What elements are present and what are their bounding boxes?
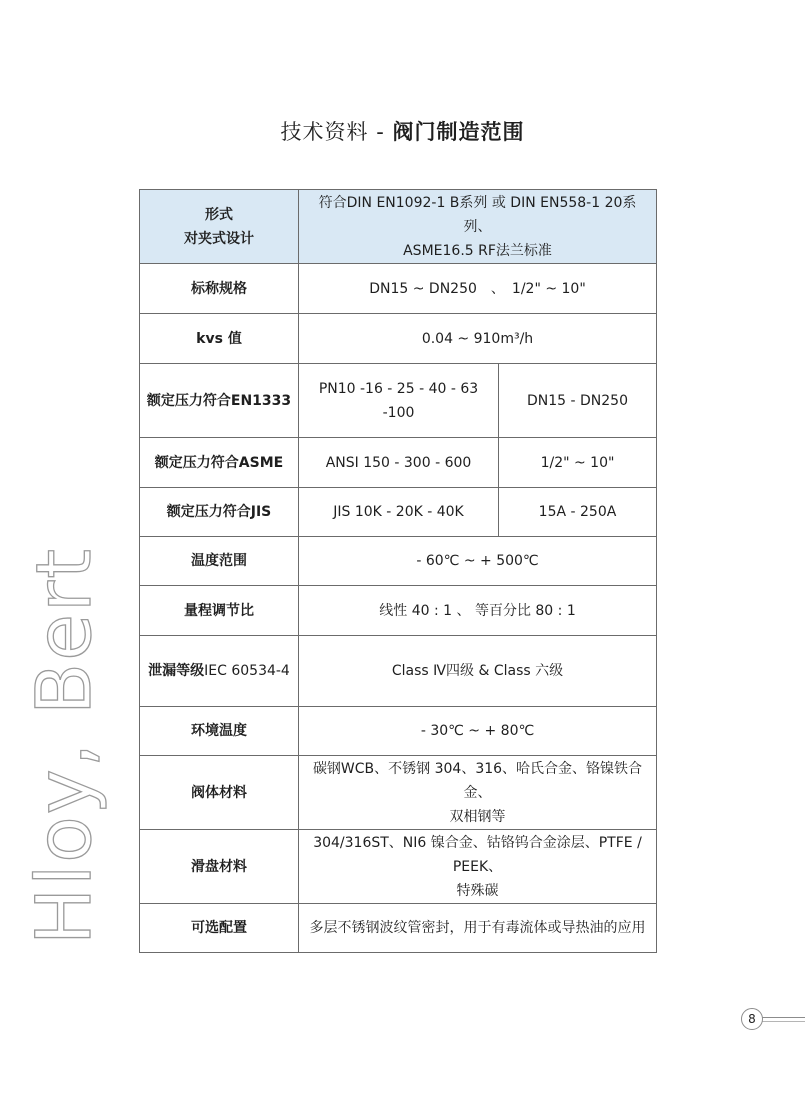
disc-material-value xyxy=(299,830,657,904)
table-row-disc-material xyxy=(140,830,657,904)
table-row-leak xyxy=(140,636,657,707)
temp-value: - 60℃ ~ + 500℃ xyxy=(299,537,657,586)
kvs-label: kvs 值 xyxy=(140,314,299,364)
range-label: 量程调节比 xyxy=(140,586,299,636)
leak-label xyxy=(140,636,299,707)
env-value: - 30℃ ~ + 80℃ xyxy=(299,707,657,756)
body-material-line1: 碳钢WCB、不锈钢 304、316、哈氏合金、铬镍铁合金、 xyxy=(312,760,643,801)
page-number-line xyxy=(762,1017,805,1018)
body-material-line2: 双相钢等 xyxy=(449,808,506,825)
header-label-line1: 形式 xyxy=(205,206,233,223)
jis-value-1: JIS 10K - 20K - 40K xyxy=(299,488,499,537)
header-value xyxy=(299,190,657,264)
table-row-asme xyxy=(140,438,657,488)
size-value: DN15 ~ DN250 、 1/2" ~ 10" xyxy=(299,264,657,314)
disc-material-label: 滑盘材料 xyxy=(140,830,299,904)
header-value-line2: ASME16.5 RF法兰标准 xyxy=(403,242,552,259)
option-value: 多层不锈钢波纹管密封，用于有毒流体或导热油的应用 xyxy=(299,904,657,953)
range-value: 线性 40 : 1 、 等百分比 80 : 1 xyxy=(299,586,657,636)
table-row-env xyxy=(140,707,657,756)
table-row-header xyxy=(140,190,657,264)
page-number-line-lower xyxy=(762,1021,805,1022)
body-material-value xyxy=(299,756,657,830)
size-label: 标称规格 xyxy=(140,264,299,314)
kvs-value: 0.04 ~ 910m³/h xyxy=(299,314,657,364)
table-row-kvs xyxy=(140,314,657,364)
asme-value-1: ANSI 150 - 300 - 600 xyxy=(299,438,499,488)
leak-label-bold: 泄漏等级 xyxy=(148,663,205,679)
jis-label: 额定压力符合JIS xyxy=(140,488,299,537)
en1333-value-2: DN15 - DN250 xyxy=(499,364,657,438)
leak-value: Class Ⅳ四级 & Class 六级 xyxy=(299,636,657,707)
jis-value-2: 15A - 250A xyxy=(499,488,657,537)
table-row-size xyxy=(140,264,657,314)
title-prefix: 技术资料 - xyxy=(280,120,393,144)
leak-label-normal: IEC 60534-4 xyxy=(204,663,290,679)
asme-value-2: 1/2" ~ 10" xyxy=(499,438,657,488)
header-value-line1: 符合DIN EN1092-1 B系列 或 DIN EN558-1 20系列、 xyxy=(318,194,637,235)
env-label: 环境温度 xyxy=(140,707,299,756)
table-row-range xyxy=(140,586,657,636)
disc-material-line2: 特殊碳 xyxy=(456,882,499,899)
header-label-line2: 对夹式设计 xyxy=(184,230,254,247)
watermark: Hloy, Bert xyxy=(19,547,108,945)
table-row-body-material xyxy=(140,756,657,830)
header-label xyxy=(140,190,299,264)
disc-material-line1: 304/316ST、NI6 镍合金、钴铬钨合金涂层、PTFE / PEEK、 xyxy=(313,834,642,875)
table-row-temp xyxy=(140,537,657,586)
table-row-jis xyxy=(140,488,657,537)
en1333-value-1: PN10 -16 - 25 - 40 - 63 -100 xyxy=(299,364,499,438)
table-row-en1333 xyxy=(140,364,657,438)
title-main: 阀门制造范围 xyxy=(392,120,525,144)
page-number: 8 xyxy=(741,1008,763,1030)
table-row-option xyxy=(140,904,657,953)
page-title xyxy=(0,116,805,146)
spec-table xyxy=(139,189,657,953)
temp-label: 温度范围 xyxy=(140,537,299,586)
asme-label: 额定压力符合ASME xyxy=(140,438,299,488)
option-label: 可选配置 xyxy=(140,904,299,953)
en1333-label: 额定压力符合EN1333 xyxy=(140,364,299,438)
body-material-label: 阀体材料 xyxy=(140,756,299,830)
